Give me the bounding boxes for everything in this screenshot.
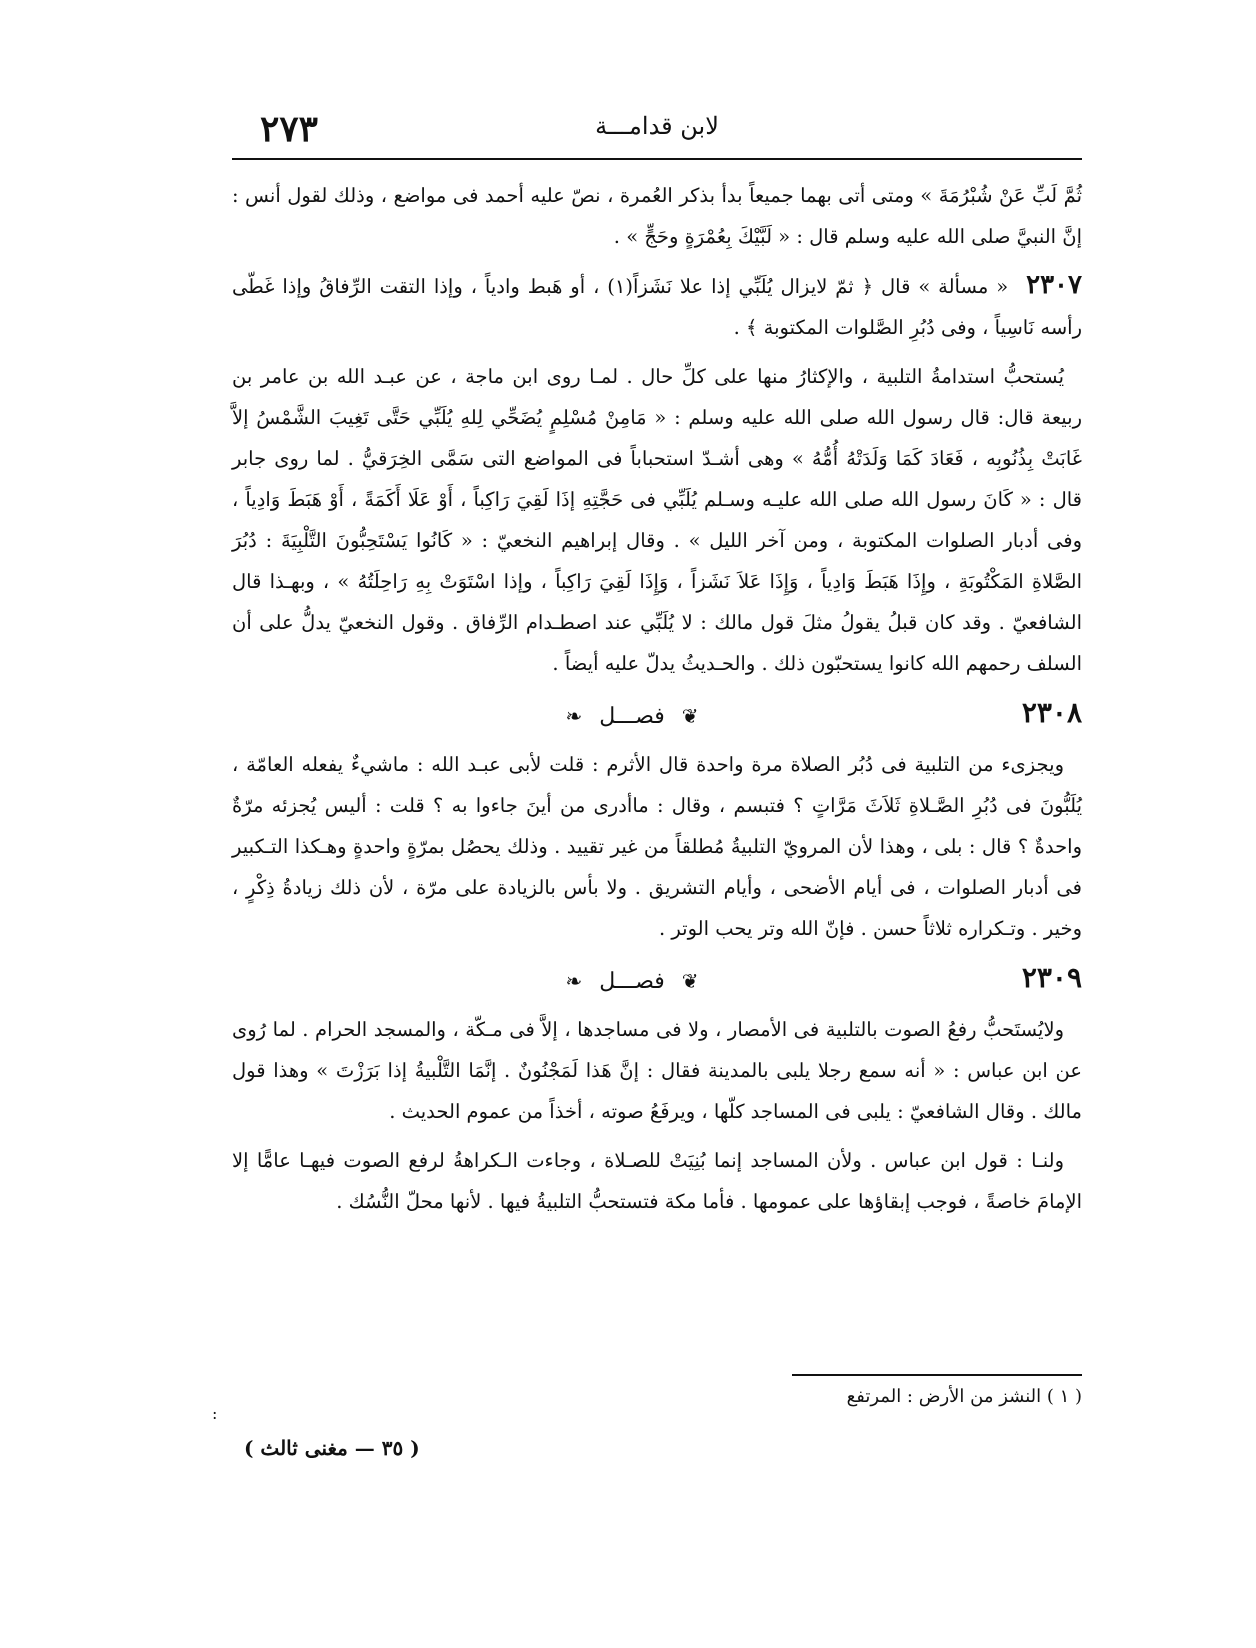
ornament-icon: ❦	[681, 704, 699, 728]
masala-text: « مسألة » قال ﴿ ثمّ لايزال يُلَبِّي إذا علا نَشَزاً(١) ، أو هَبط وادياً ، وإذا التقت الرِّفاقُ وإذا غَطّى رأسه نَاسِياً ، وفى دُبُرِ الصَّلوات المكتوبة ﴾ .	[232, 275, 1082, 339]
footnote-rule	[792, 1374, 1082, 1376]
paragraph: يُستحبُّ استدامةُ التلبية ، والإكثارُ منها على كلِّ حال . لمـا روى ابن ماجة ، عن عبـد الله بن عامر بن ربيعة قال: قال رسول الله صلى الله عليه وسلم : « مَامِنْ مُسْلِمٍ يُضَحِّي لِلهِ يُلَبِّي حَتَّى تَغِيبَ الشَّمْسُ إلاَّ غَابَتْ بِذُنُوبِه ، فَعَادَ كَمَا وَلَدَتْهُ أُمُّهُ » وهى أشـدّ استحباباً فى المواضع التى سَمَّى الخِرَقيُّ . لما روى جابر قال : « كَانَ رسول الله صلى الله عليـه وسـلم يُلَبِّي فى حَجَّتِهِ إذَا لَقِيَ رَاكِباً ، أَوْ عَلَا أَكَمَةً ، أَوْ هَبَطَ وَادِياً ، وفى أدبار الصلوات المكتوبة ، ومن آخر الليل » . وقال إبراهيم النخعيّ : « كَانُوا يَسْتَحِبُّونَ التَّلْبِيَةَ : دُبُرَ الصَّلاةِ المَكْتُوبَةِ ، وإِذَا هَبَطَ وَادِياً ، وَإِذَا عَلاَ نَشَزاً ، وَإِذَا لَقِيَ رَاكِباً ، وإذا اسْتَوَتْ بِهِ رَاحِلَتُهُ » ، وبهـذا قال الشافعيّ . وقد كان قبلُ يقولُ مثلَ قول مالك : لا يُلَبِّي عند اصطـدام الرِّفاق . وقول النخعيّ يدلُّ على أن السلف رحمهم الله كانوا يستحبّون ذلك . والحـديثُ يدلّ عليه أيضاً .	[232, 365, 1083, 675]
ornament-icon: ❧	[565, 704, 583, 728]
ornament-icon: ❧	[565, 969, 583, 993]
margin-mark: :	[212, 1404, 218, 1423]
entry-number: ٢٣٠٨	[1021, 696, 1082, 729]
fasl-title	[502, 961, 762, 1002]
masala-2307	[232, 265, 1082, 348]
fasl-label: فصـــل	[599, 969, 665, 994]
main-text	[232, 175, 1082, 1230]
paragraph: ولايُستَحبُّ رفعُ الصوت بالتلبية فى الأمصار ، ولا فى مساجدها ، إلاَّ فى مـكّة ، والمسجد الحرام . لما رُوى عن ابن عباس : « أنه سمع رجلا يلبى بالمدينة فقال : إنَّ هَذا لَمَجْنُونٌ . إنَّمَا التَّلْبيةُ إذا بَرَزْتَ » وهذا قول مالك . وقال الشافعيّ : يلبى فى المساجد كلّها ، ويرفَعُ صوته ، أخذاً من عموم الحديث .	[232, 1018, 1082, 1123]
fasl-label: فصـــل	[599, 704, 665, 729]
page-header	[232, 108, 1082, 158]
signature-mark: ( ٣٥ — مغنى ثالث )	[244, 1436, 420, 1460]
paragraph: ويجزىء من التلبية فى دُبُر الصلاة مرة واحدة قال الأثرم : قلت لأبى عبـد الله : ماشيءٌ يفعله العامّة ، يُلَبُّونَ فى دُبُرِ الصَّـلاةِ ثَلاَثَ مَرَّاتٍ ؟ فتبسم ، وقال : ماأدرى من أينَ جاءوا به ؟ قلت : أليس يُجزئه مرّةٌ واحدةٌ ؟ قال : بلى ، وهذا لأن المرويّ التلبيةُ مُطلقاً من غير تقييد . وذلك يحصُل بمرّةٍ واحدةٍ وهـكذا التـكبير فى أدبار الصلوات ، فى أيام الأضحى ، وأيام التشريق . ولا بأس بالزيادة على مرّة ، لأن ذلك زيادةُ ذِكْرٍ ، وخير . وتـكراره ثلاثاً حسن . فإنّ الله وتر يحب الوتر .	[232, 753, 1082, 940]
page-number: ٢٧٣	[260, 108, 319, 150]
entry-number: ٢٣٠٩	[1021, 961, 1082, 994]
entry-number: ٢٣٠٧	[1026, 270, 1082, 300]
paragraph: ولنـا : قول ابن عباس . ولأن المساجد إنما بُنِيَتْ للصـلاة ، وجاءت الـكراهةُ لرفع الصوت فيهـا عامًّا إلا الإمامَ خاصةً ، فوجب إبقاؤها على عمومها . فأما مكة فتستحبُّ التلبيةُ فيها . لأنها محلّ النُّسُك .	[232, 1149, 1082, 1213]
running-title: لابن قدامـــة	[595, 112, 719, 140]
footnote: ( ١ ) النشز من الأرض : المرتفع	[846, 1386, 1082, 1407]
ornament-icon: ❦	[681, 969, 699, 993]
fasl-heading-2308	[232, 692, 1082, 738]
paragraph: ثُمَّ لَبِّ عَنْ شُبْرُمَةَ » ومتى أتى بهما جميعاً بدأ بذكر العُمرة ، نصّ عليه أحمد فى مواضع ، وذلك لقول أنس : إنَّ النبيَّ صلى الله عليه وسلم قال : « لَبَّيْكَ بِعُمْرَةٍ وحَجٍّ » .	[232, 184, 1082, 248]
fasl-heading-2309	[232, 957, 1082, 1003]
fasl-title	[502, 696, 762, 737]
header-rule	[232, 158, 1082, 160]
